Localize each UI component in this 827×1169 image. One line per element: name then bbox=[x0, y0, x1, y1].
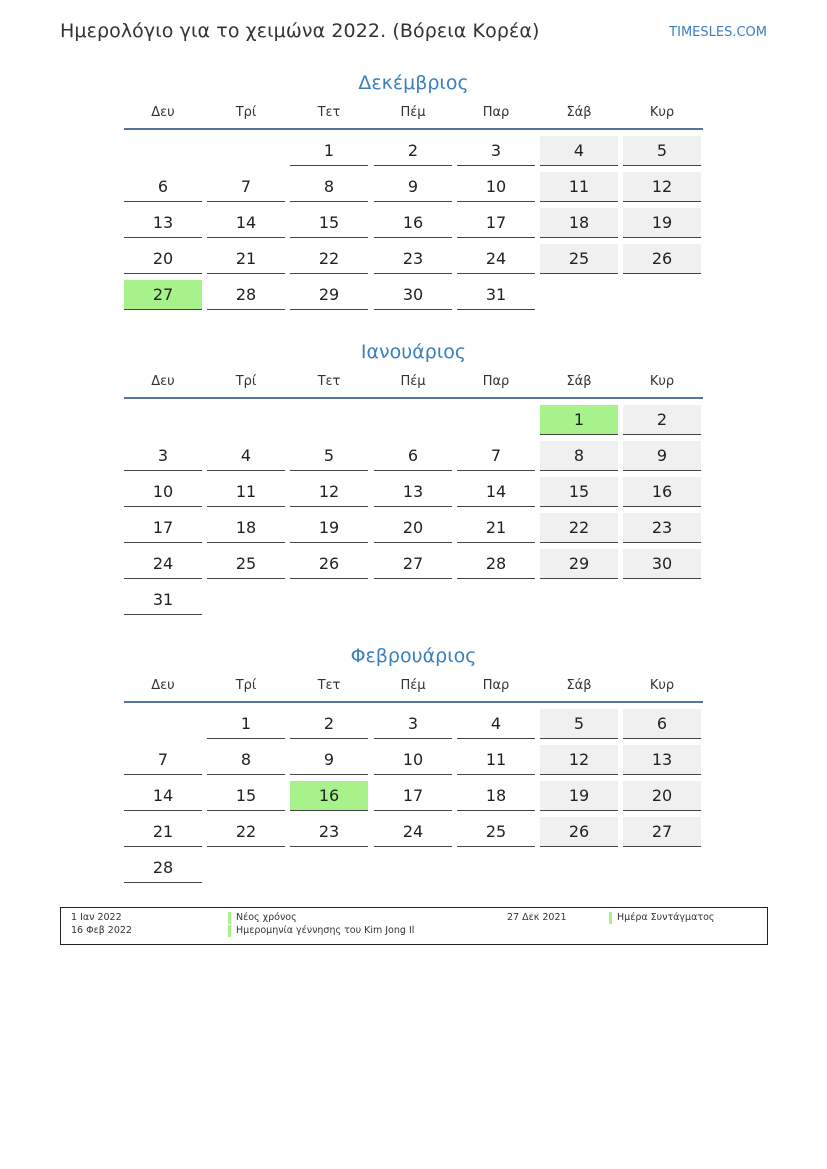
day-cell: 3 bbox=[457, 136, 535, 166]
legend-row bbox=[61, 912, 767, 925]
day-cell: 23 bbox=[623, 513, 701, 543]
day-cell: 24 bbox=[457, 244, 535, 274]
day-cell: 15 bbox=[207, 781, 285, 811]
legend-holiday-name: Νέος χρόνος bbox=[228, 912, 297, 924]
day-cell: 19 bbox=[540, 781, 618, 811]
day-cell: 26 bbox=[623, 244, 701, 274]
day-cell: 19 bbox=[623, 208, 701, 238]
day-cell: 18 bbox=[207, 513, 285, 543]
day-cell: 30 bbox=[623, 549, 701, 579]
weekday-label: Σάβ bbox=[566, 678, 592, 693]
legend-date: 27 Δεκ 2021 bbox=[507, 912, 567, 923]
day-cell: 13 bbox=[374, 477, 452, 507]
legend-date: 1 Ιαν 2022 bbox=[71, 912, 122, 923]
day-cell: 5 bbox=[623, 136, 701, 166]
day-cell: 5 bbox=[540, 709, 618, 739]
day-cell: 9 bbox=[623, 441, 701, 471]
month-calendar bbox=[124, 68, 703, 304]
day-cell: 8 bbox=[207, 745, 285, 775]
day-cell: 12 bbox=[540, 745, 618, 775]
day-cell: 4 bbox=[540, 136, 618, 166]
day-cell: 16 bbox=[374, 208, 452, 238]
day-cell: 20 bbox=[374, 513, 452, 543]
weekday-label: Τρί bbox=[235, 105, 257, 120]
day-cell: 28 bbox=[207, 280, 285, 310]
legend-holiday-name: Ημέρα Συντάγματος bbox=[609, 912, 714, 924]
weekday-label: Κυρ bbox=[649, 105, 675, 120]
day-cell: 14 bbox=[207, 208, 285, 238]
weekday-label: Πέμ bbox=[400, 374, 426, 389]
weekday-label: Σάβ bbox=[566, 374, 592, 389]
month-calendar bbox=[124, 641, 703, 877]
day-cell: 27 bbox=[374, 549, 452, 579]
day-cell: 18 bbox=[457, 781, 535, 811]
day-cell: 28 bbox=[124, 853, 202, 883]
day-cell: 25 bbox=[207, 549, 285, 579]
weekday-label: Τετ bbox=[317, 678, 341, 693]
day-cell: 7 bbox=[457, 441, 535, 471]
weekday-label: Παρ bbox=[482, 105, 510, 120]
day-cell: 14 bbox=[124, 781, 202, 811]
day-cell: 2 bbox=[290, 709, 368, 739]
day-cell: 21 bbox=[124, 817, 202, 847]
holiday-day-cell: 1 bbox=[540, 405, 618, 435]
day-cell: 1 bbox=[290, 136, 368, 166]
day-cell: 15 bbox=[290, 208, 368, 238]
month-title: Δεκέμβριος bbox=[358, 72, 469, 94]
day-cell: 23 bbox=[374, 244, 452, 274]
page-title: Ημερολόγιο για το χειμώνα 2022. (Βόρεια Κορέα) bbox=[60, 20, 540, 42]
day-cell: 4 bbox=[207, 441, 285, 471]
weekday-label: Δευ bbox=[151, 678, 175, 693]
day-cell: 6 bbox=[623, 709, 701, 739]
weekday-label: Τετ bbox=[317, 105, 341, 120]
day-cell: 20 bbox=[124, 244, 202, 274]
weekday-header bbox=[124, 367, 703, 399]
month-calendar bbox=[124, 337, 703, 609]
day-cell: 6 bbox=[374, 441, 452, 471]
day-cell: 10 bbox=[374, 745, 452, 775]
weekday-header bbox=[124, 98, 703, 130]
month-title: Ιανουάριος bbox=[360, 341, 467, 363]
day-cell: 11 bbox=[207, 477, 285, 507]
month-title: Φεβρουάριος bbox=[350, 645, 477, 667]
day-cell: 13 bbox=[623, 745, 701, 775]
weekday-label: Κυρ bbox=[649, 678, 675, 693]
day-cell: 4 bbox=[457, 709, 535, 739]
weekday-label: Σάβ bbox=[566, 105, 592, 120]
weekday-label: Κυρ bbox=[649, 374, 675, 389]
weekday-label: Δευ bbox=[151, 105, 175, 120]
legend-row bbox=[61, 925, 767, 938]
day-cell: 21 bbox=[207, 244, 285, 274]
day-cell: 2 bbox=[623, 405, 701, 435]
holiday-day-cell: 27 bbox=[124, 280, 202, 310]
day-cell: 22 bbox=[290, 244, 368, 274]
weekday-header bbox=[124, 671, 703, 703]
day-cell: 16 bbox=[623, 477, 701, 507]
day-cell: 29 bbox=[290, 280, 368, 310]
day-cell: 24 bbox=[374, 817, 452, 847]
day-cell: 17 bbox=[374, 781, 452, 811]
day-cell: 26 bbox=[290, 549, 368, 579]
day-cell: 27 bbox=[623, 817, 701, 847]
day-cell: 29 bbox=[540, 549, 618, 579]
weekday-label: Δευ bbox=[151, 374, 175, 389]
day-cell: 25 bbox=[457, 817, 535, 847]
day-cell: 28 bbox=[457, 549, 535, 579]
day-cell: 8 bbox=[290, 172, 368, 202]
day-cell: 12 bbox=[623, 172, 701, 202]
day-cell: 17 bbox=[124, 513, 202, 543]
weekday-label: Τρί bbox=[235, 678, 257, 693]
weekday-label: Πέμ bbox=[400, 105, 426, 120]
day-cell: 7 bbox=[124, 745, 202, 775]
weekday-label: Παρ bbox=[482, 678, 510, 693]
weekday-label: Τρί bbox=[235, 374, 257, 389]
day-cell: 8 bbox=[540, 441, 618, 471]
day-cell: 11 bbox=[457, 745, 535, 775]
day-cell: 26 bbox=[540, 817, 618, 847]
site-link[interactable]: TIMESLES.COM bbox=[669, 25, 767, 40]
weekday-label: Παρ bbox=[482, 374, 510, 389]
day-cell: 3 bbox=[374, 709, 452, 739]
day-cell: 24 bbox=[124, 549, 202, 579]
holiday-day-cell: 16 bbox=[290, 781, 368, 811]
day-cell: 6 bbox=[124, 172, 202, 202]
day-cell: 10 bbox=[457, 172, 535, 202]
day-cell: 17 bbox=[457, 208, 535, 238]
day-cell: 25 bbox=[540, 244, 618, 274]
day-cell: 11 bbox=[540, 172, 618, 202]
day-cell: 21 bbox=[457, 513, 535, 543]
day-cell: 2 bbox=[374, 136, 452, 166]
day-cell: 31 bbox=[457, 280, 535, 310]
day-cell: 7 bbox=[207, 172, 285, 202]
day-cell: 5 bbox=[290, 441, 368, 471]
day-cell: 22 bbox=[540, 513, 618, 543]
day-cell: 3 bbox=[124, 441, 202, 471]
weekday-label: Τετ bbox=[317, 374, 341, 389]
day-cell: 20 bbox=[623, 781, 701, 811]
day-cell: 1 bbox=[207, 709, 285, 739]
day-cell: 31 bbox=[124, 585, 202, 615]
day-cell: 18 bbox=[540, 208, 618, 238]
day-cell: 30 bbox=[374, 280, 452, 310]
day-cell: 9 bbox=[374, 172, 452, 202]
day-cell: 10 bbox=[124, 477, 202, 507]
day-cell: 9 bbox=[290, 745, 368, 775]
day-cell: 13 bbox=[124, 208, 202, 238]
holiday-legend bbox=[60, 907, 768, 945]
day-cell: 12 bbox=[290, 477, 368, 507]
day-cell: 23 bbox=[290, 817, 368, 847]
day-cell: 19 bbox=[290, 513, 368, 543]
day-cell: 22 bbox=[207, 817, 285, 847]
legend-date: 16 Φεβ 2022 bbox=[71, 925, 132, 936]
day-cell: 14 bbox=[457, 477, 535, 507]
day-cell: 15 bbox=[540, 477, 618, 507]
legend-holiday-name: Ημερομηνία γέννησης του Kim Jong Il bbox=[228, 925, 414, 937]
weekday-label: Πέμ bbox=[400, 678, 426, 693]
